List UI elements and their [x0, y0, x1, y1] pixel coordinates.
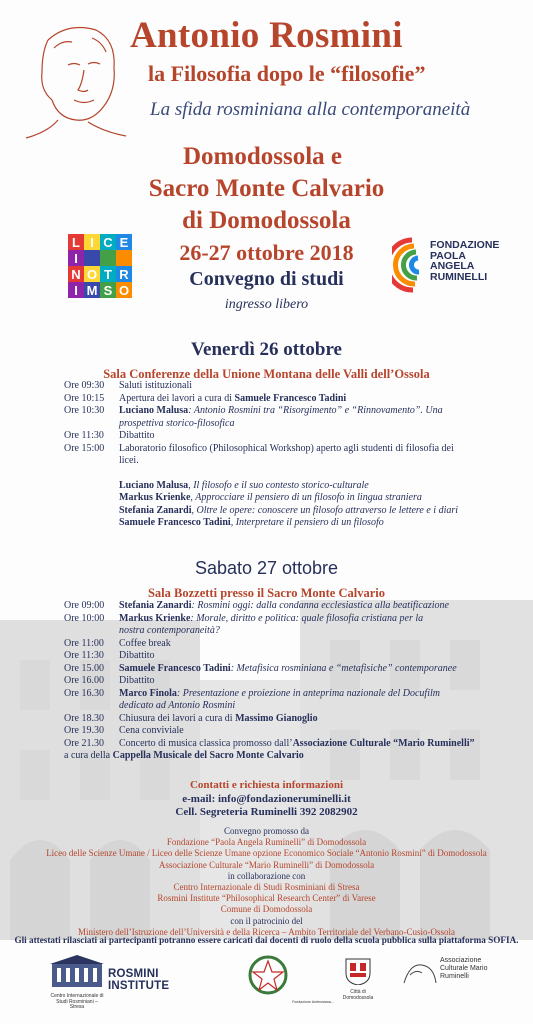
event-dates: 26-27 ottobre 2018: [179, 240, 354, 265]
licei-logo-letter: O: [86, 267, 98, 282]
licei-logo-cell: [84, 250, 100, 266]
program-row: [64, 405, 524, 430]
foundation-small-text: [290, 1000, 336, 1004]
promo-line: Comune di Domodossola: [220, 904, 313, 915]
entry-note: ingresso libero: [224, 297, 309, 312]
talk-title: , Oltre le opere: conoscere un filosofo attraverso le lettere e i diari: [191, 504, 459, 516]
program-row: [64, 663, 524, 676]
program-row: [64, 393, 524, 406]
program-row: [64, 600, 524, 613]
promo-line: Fondazione “Paola Angela Ruminelli” di Domodossola: [166, 837, 367, 848]
city-crest-icon: [340, 955, 376, 985]
program-time: Ore 19.30: [64, 725, 104, 736]
licei-logo-letter: I: [90, 235, 94, 250]
fondazione-swirl-icon: [392, 234, 432, 296]
program-text: Coffee break: [119, 637, 171, 649]
building-icon: [50, 955, 104, 989]
day1-program: [64, 380, 524, 530]
attestati-note: Gli attestati rilasciati ai partecipanti potranno essere caricati dai docenti di ruolo della scuola pubblica sulla piattaforma SOFIA.: [14, 935, 519, 945]
licei-logo-letter: I: [74, 251, 78, 266]
contact-block: [0, 779, 533, 820]
contact-phone[interactable]: Cell. Segreteria Ruminelli 392 2082902: [175, 806, 358, 818]
program-text: Saluti istituzionali: [119, 380, 193, 391]
event-type: Convegno di studi: [189, 268, 344, 290]
program-time: Ore 15:00: [64, 442, 105, 454]
program-time: Ore 18.30: [64, 712, 104, 724]
program-time: Ore 10:00: [64, 612, 105, 624]
program-row: [64, 380, 524, 393]
rosmini-portrait-sketch: [18, 20, 130, 140]
organizer-name: Cappella Musicale del Sacro Monte Calvario: [112, 750, 304, 761]
licei-logo-cell: [100, 250, 116, 266]
licei-logo: [68, 234, 132, 298]
program-row: [64, 638, 524, 651]
program-text: Dibattito: [119, 675, 155, 686]
speaker-name: Luciano Malusa: [119, 479, 189, 491]
day2-venue: Sala Bozzetti presso il Sacro Monte Calvario: [147, 586, 385, 600]
speaker-name: Markus Krienke: [119, 492, 191, 503]
speaker-name: Samuele Francesco Tadini: [234, 392, 347, 404]
licei-logo-cell: [116, 250, 132, 266]
program-time: Ore 10:15: [64, 392, 105, 404]
promo-line: Ministero dell’Istruzione dell’Università e della Ricerca – Ambito Territoriale del Verbano-Cusio-Ossola: [78, 926, 455, 937]
rosmini-institute-wordmark: ROSMINI INSTITUTE: [108, 968, 170, 992]
program-text: Apertura dei lavori a cura di: [119, 392, 235, 404]
fondazione-text-line: ANGELA: [430, 260, 475, 272]
program-text: Chiusura dei lavori a cura di: [119, 712, 236, 724]
licei-logo-letter: M: [86, 283, 98, 298]
program-row: [64, 613, 524, 638]
talk-title: : Metafisica rosminiana e “metafisiche” contemporanee: [230, 662, 457, 674]
program-text: Cena conviviale: [119, 725, 184, 736]
location-line-3: di Domodossola: [182, 207, 351, 234]
talk-title: : Rosmini oggi: dalla condanna ecclesiastica alla beatificazione: [191, 600, 449, 611]
location-line-1: Domodossola e: [182, 143, 343, 170]
day2-heading: Sabato 27 ottobre: [194, 558, 339, 578]
fondazione-text-line: RUMINELLI: [430, 270, 488, 283]
talk-title: , Il filosofo e il suo contesto storico-culturale: [188, 479, 369, 491]
fondazione-ruminelli-logo: [392, 234, 500, 296]
speaker-name: Massimo Gianoglio: [235, 712, 318, 724]
program-row: [64, 430, 524, 443]
licei-logo-letter: C: [103, 235, 113, 250]
fondazione-text-line: PAOLA: [430, 249, 466, 262]
program-time: Ore 15.00: [64, 662, 104, 674]
program-row: [64, 738, 524, 751]
program-time: Ore 16.30: [64, 687, 104, 699]
talk-title: : Presentazione e proiezione in anteprima nazionale del Docufilm dedicato ad Antonio Rosmini: [119, 687, 440, 711]
program-time: Ore 11:00: [64, 637, 104, 649]
workshop-speaker: [119, 505, 524, 518]
contact-title: Contatti e richiesta informazioni: [189, 779, 344, 791]
program-time: Ore 16.00: [64, 675, 104, 686]
promo-line: Associazione Culturale “Mario Ruminelli” di Domodossola: [158, 859, 375, 870]
licei-logo-letter: R: [119, 267, 129, 282]
talk-title: : Antonio Rosmini tra “Risorgimento” e “Rinnovamento”. Una prospettiva storico-filosofica: [119, 405, 443, 429]
associazione-sketch-icon: [400, 955, 440, 991]
program-time: Ore 10:30: [64, 405, 105, 416]
program-text: a cura della: [64, 750, 113, 761]
licei-logo-letter: E: [119, 235, 129, 250]
tagline: La sfida rosminiana alla contemporaneità: [150, 99, 471, 120]
program-time: Ore 09:30: [64, 380, 105, 391]
program-text: Dibattito: [119, 430, 155, 441]
day2-program: [64, 600, 524, 763]
program-time: Ore 21.30: [64, 737, 104, 749]
promo-line: con il patrocinio del: [230, 915, 303, 926]
citta-domodossola-logo: [340, 955, 376, 1001]
speaker-name: Stefania Zanardi: [119, 600, 192, 611]
day1-venue: Sala Conferenze della Unione Montana delle Valli dell’Ossola: [103, 367, 430, 381]
licei-logo-letter: S: [103, 283, 113, 298]
program-row: [64, 725, 524, 738]
contact-email[interactable]: e-mail: info@fondazioneruminelli.it: [182, 792, 351, 805]
organizer-name: Associazione Culturale “Mario Ruminelli”: [292, 737, 475, 749]
program-text: Dibattito: [119, 650, 155, 661]
location-line-2: Sacro Monte Calvario: [148, 175, 385, 202]
subtitle: la Filosofia dopo le “filosofie”: [148, 61, 426, 86]
promo-line: Centro Internazionale di Studi Rosminiani di Stresa: [173, 882, 360, 893]
program-row: [64, 443, 524, 468]
talk-title: : Morale, diritto e politica: quale filosofia cristiana per la nostra contemporaneità?: [119, 612, 424, 636]
program-time: Ore 11:30: [64, 650, 104, 661]
workshop-speaker: [119, 517, 524, 530]
licei-logo-letter: L: [72, 235, 80, 250]
day1-heading: Venerdì 26 ottobre: [191, 339, 342, 360]
promotion-block: [0, 826, 533, 938]
italian-republic-emblem: [246, 955, 290, 1000]
licei-logo-letter: O: [118, 283, 130, 298]
speaker-name: Markus Krienke: [119, 612, 191, 624]
speaker-name: Luciano Malusa: [119, 405, 189, 416]
program-row: [64, 713, 524, 726]
speaker-name: Marco Finola: [119, 687, 177, 699]
program-row: [64, 675, 524, 688]
logo-caption: Città di Domodossola: [342, 989, 374, 1001]
talk-title: , Interpretare il pensiero di un filosofo: [230, 517, 384, 528]
promo-line: in collaborazione con: [227, 870, 306, 881]
program-text: Concerto di musica classica promosso dall’: [119, 737, 293, 749]
logo-caption: Fondazione Ambrosiana...: [292, 1000, 334, 1004]
licei-logo-letter: I: [74, 283, 78, 298]
program-time: Ore 11:30: [64, 430, 104, 441]
licei-logo-letter: T: [104, 267, 112, 282]
logo-caption: Centro Internazionale di Studi Rosminiani – Stresa: [50, 993, 104, 1010]
rosmini-institute-logo: [108, 968, 218, 992]
promo-line: Convegno promosso da: [224, 826, 309, 836]
logo-caption: Associazione Culturale Mario Ruminelli: [440, 957, 488, 980]
promo-line: Rosmini Institute “Philosophical Research Center” di Varese: [157, 893, 376, 904]
program-text: Laboratorio filosofico (Philosophical Workshop) aperto agli studenti di filosofia dei licei.: [119, 442, 454, 466]
promo-line: Liceo delle Scienze Umane / Liceo delle Scienze Umane opzione Economico Sociale “Antonio Rosmini” di Domodossola: [46, 848, 487, 859]
talk-title: , Approcciare il pensiero di un filosofo in lingua straniera: [190, 492, 422, 503]
licei-logo-letter: N: [71, 267, 81, 282]
workshop-speaker: [119, 480, 524, 493]
speaker-name: Samuele Francesco Tadini: [119, 517, 231, 528]
program-row: [64, 650, 524, 663]
speaker-name: Stefania Zanardi: [119, 504, 192, 516]
centro-studi-rosminiani-logo: [50, 955, 104, 1011]
star-emblem-icon: [246, 955, 290, 995]
main-title: Antonio Rosmini: [130, 15, 403, 56]
workshop-speaker: [119, 492, 524, 505]
program-time: Ore 09:00: [64, 600, 105, 611]
program-closing: [64, 750, 524, 763]
fondazione-text-line: FONDAZIONE: [430, 239, 500, 251]
program-row: [64, 688, 524, 713]
speaker-name: Samuele Francesco Tadini: [119, 662, 231, 674]
